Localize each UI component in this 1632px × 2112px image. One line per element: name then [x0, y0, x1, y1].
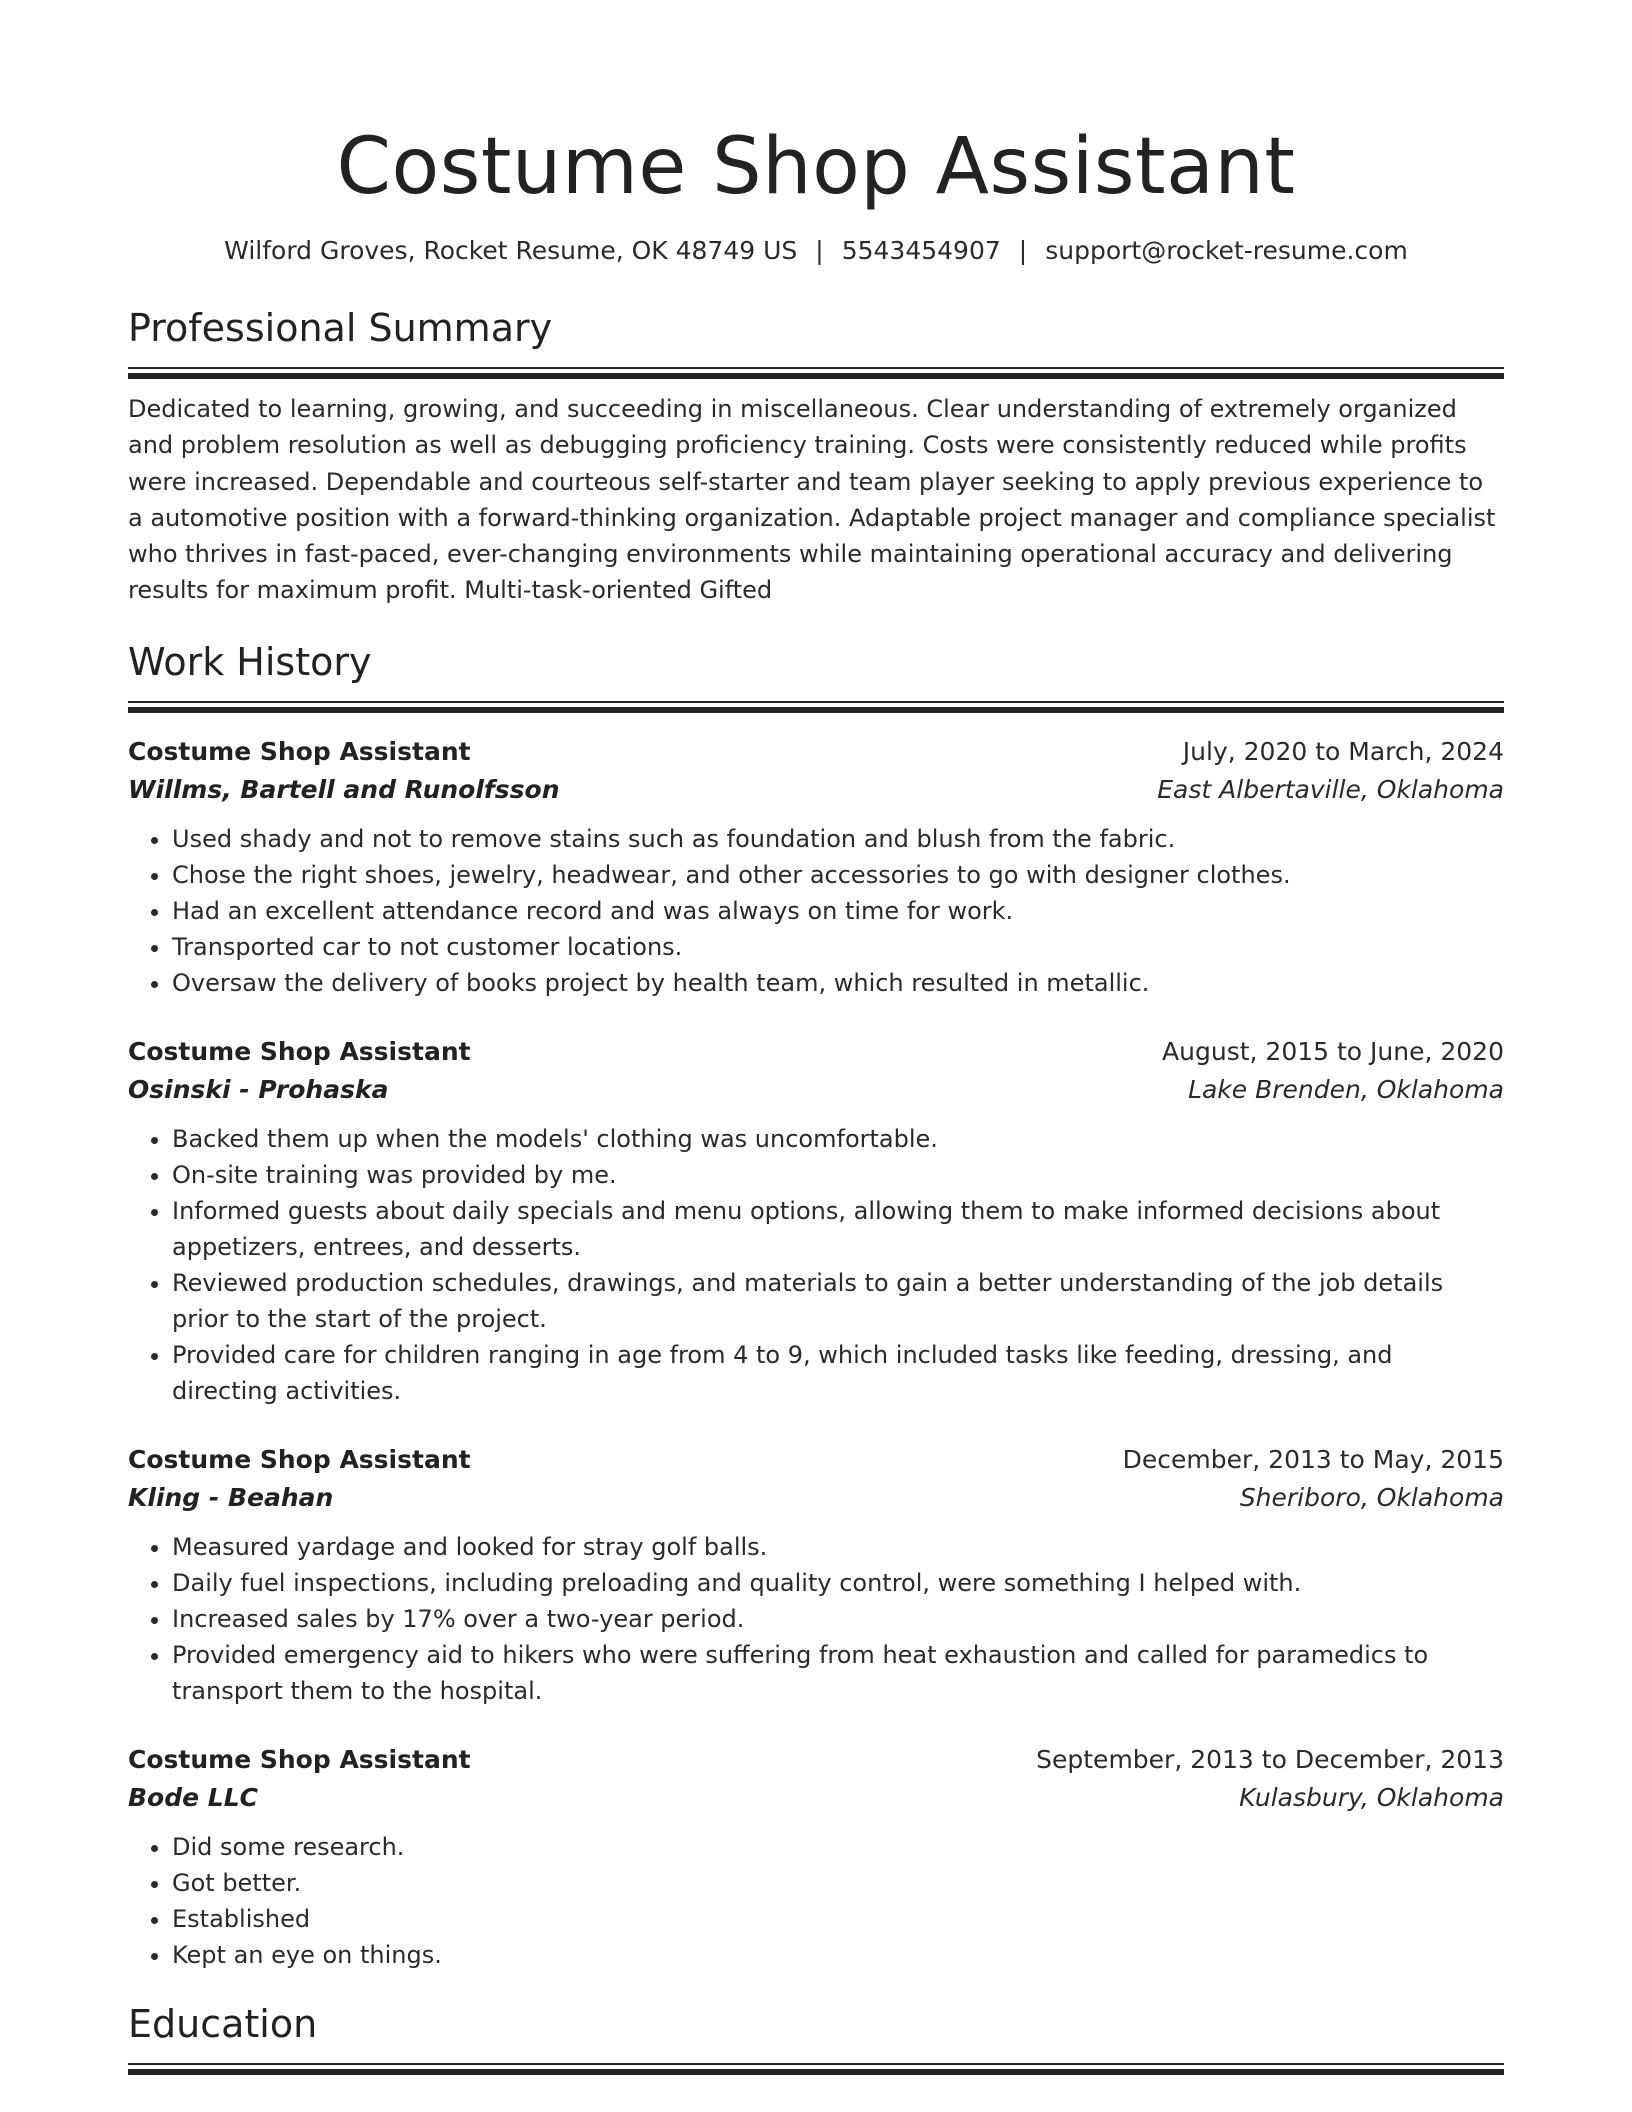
contact-separator: |: [815, 236, 824, 265]
job-entry: [128, 1441, 1504, 1709]
job-bullet: • Established: [172, 1901, 1504, 1937]
job-bullet: • Transported car to not customer locations.: [172, 929, 1504, 965]
section-title-education: Education: [128, 2001, 318, 2046]
job-bullet: • Chose the right shoes, jewelry, headwear, and other accessories to go with designer clothes.: [172, 857, 1504, 893]
job-employer-row: [128, 1479, 1504, 1517]
section-divider: [128, 2063, 1504, 2075]
section-title-work-history: Work History: [128, 639, 372, 684]
education-section: [128, 2001, 1504, 2075]
job-title: Costume Shop Assistant: [128, 1444, 471, 1474]
job-employer-row: [128, 771, 1504, 809]
job-dates: December, 2013 to May, 2015: [1122, 1444, 1504, 1474]
section-divider: [128, 367, 1504, 379]
contact-separator: |: [1018, 236, 1028, 265]
job-header-row: [128, 733, 1504, 771]
contact-phone: 5543454907: [841, 236, 1001, 265]
section-divider: [128, 701, 1504, 713]
job-bullet: • Had an excellent attendance record and was always on time for work.: [172, 893, 1504, 929]
job-company: Bode LLC: [128, 1782, 258, 1812]
contact-email: support@rocket-resume.com: [1045, 236, 1408, 265]
job-title: Costume Shop Assistant: [128, 736, 471, 766]
job-bullet-list: [128, 1529, 1504, 1709]
job-header-row: [128, 1441, 1504, 1479]
job-bullet: • Reviewed production schedules, drawings, and materials to gain a better understanding of the job details prior to the start of the project.: [172, 1265, 1504, 1337]
job-bullet: • Oversaw the delivery of books project by health team, which resulted in metallic.: [172, 965, 1504, 1001]
job-location: Sheriboro, Oklahoma: [1239, 1482, 1504, 1512]
job-company: Kling - Beahan: [128, 1482, 334, 1512]
job-bullet: • Measured yardage and looked for stray golf balls.: [172, 1529, 1504, 1565]
section-header: [128, 2001, 1504, 2075]
job-dates: September, 2013 to December, 2013: [1036, 1744, 1504, 1774]
job-bullet: • Provided emergency aid to hikers who were suffering from heat exhaustion and called for paramedics to transport them to the hospital.: [172, 1637, 1504, 1709]
job-company: Osinski - Prohaska: [128, 1074, 389, 1104]
job-bullet: • Used shady and not to remove stains such as foundation and blush from the fabric.: [172, 821, 1504, 857]
job-bullet: • Did some research.: [172, 1829, 1504, 1865]
job-location: Lake Brenden, Oklahoma: [1188, 1074, 1504, 1104]
job-bullet: • Informed guests about daily specials and menu options, allowing them to make informed decisions about appetizers, entrees, and desserts.: [172, 1193, 1504, 1265]
job-bullet: • Kept an eye on things.: [172, 1937, 1504, 1973]
job-header-row: [128, 1741, 1504, 1779]
job-header-row: [128, 1033, 1504, 1071]
job-entry: [128, 733, 1504, 1001]
job-location: Kulasbury, Oklahoma: [1239, 1782, 1504, 1812]
summary-text: Dedicated to learning, growing, and succeeding in miscellaneous. Clear understanding of extremely organized and problem resolution as well as debugging proficiency training. Costs were consistently reduced while profits were increased. Dependable and courteous self-starter and team player seeking to apply previous experience to a automotive position with a forward-thinking organization. Adaptable project manager and compliance specialist who thrives in fast-paced, ever-changing environments while maintaining operational accuracy and delivering results for maximum profit. Multi-task-oriented Gifted: [128, 395, 1496, 605]
job-bullet: • Got better.: [172, 1865, 1504, 1901]
job-entry: [128, 1033, 1504, 1409]
job-employer-row: [128, 1071, 1504, 1109]
job-bullet: • On-site training was provided by me.: [172, 1157, 1504, 1193]
job-bullet: • Daily fuel inspections, including preloading and quality control, were something I helped with.: [172, 1565, 1504, 1601]
job-dates: July, 2020 to March, 2024: [1182, 736, 1504, 766]
job-employer-row: [128, 1779, 1504, 1817]
job-location: East Albertaville, Oklahoma: [1157, 774, 1504, 804]
job-bullet: • Provided care for children ranging in age from 4 to 9, which included tasks like feeding, dressing, and directing activities.: [172, 1337, 1504, 1409]
job-title: Costume Shop Assistant: [128, 1036, 471, 1066]
job-company: Willms, Bartell and Runolfsson: [128, 774, 560, 804]
resume-title: Costume Shop Assistant: [336, 122, 1296, 212]
job-bullet-list: [128, 1829, 1504, 1973]
work-history-section: [128, 639, 1504, 1973]
job-bullet-list: [128, 1121, 1504, 1409]
job-bullet-list: [128, 821, 1504, 1001]
section-header: [128, 639, 1504, 713]
job-entry: [128, 1741, 1504, 1973]
job-bullet: • Backed them up when the models' clothing was uncomfortable.: [172, 1121, 1504, 1157]
job-bullet: • Increased sales by 17% over a two-year period.: [172, 1601, 1504, 1637]
professional-summary-section: [128, 305, 1504, 609]
section-title-professional-summary: Professional Summary: [128, 306, 553, 350]
section-header: [128, 305, 1504, 379]
job-title: Costume Shop Assistant: [128, 1744, 471, 1774]
contact-line: [128, 235, 1504, 267]
contact-address: Wilford Groves, Rocket Resume, OK 48749 US: [224, 236, 798, 265]
job-dates: August, 2015 to June, 2020: [1162, 1036, 1504, 1066]
